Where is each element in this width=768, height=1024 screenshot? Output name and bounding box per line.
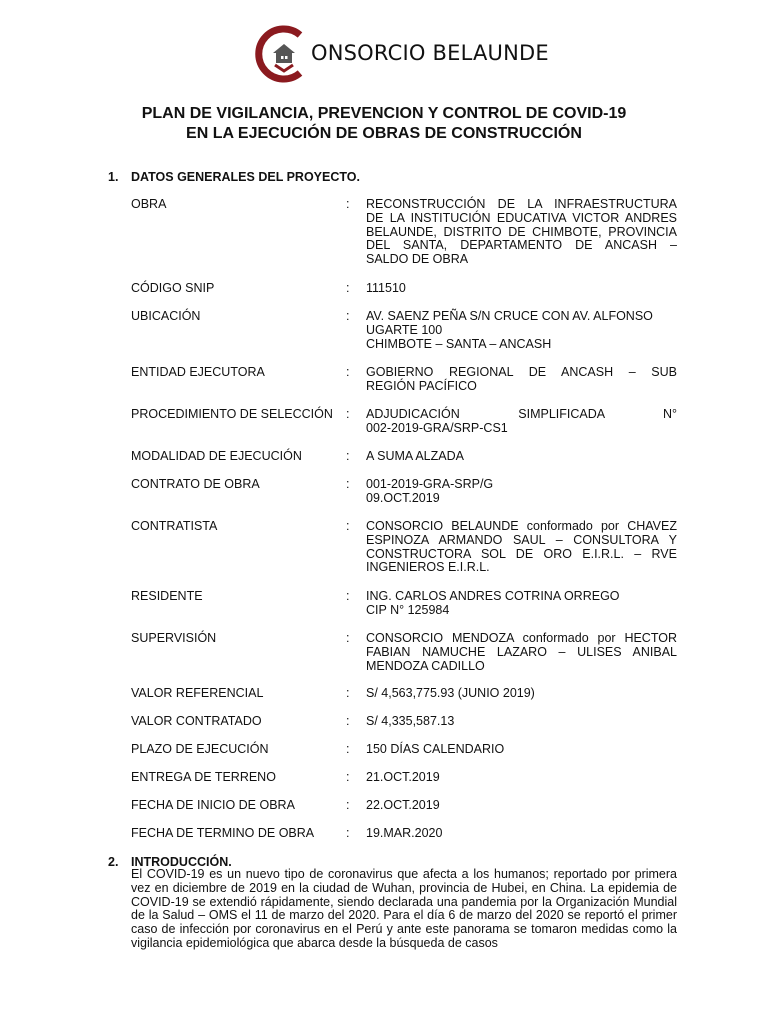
row-value-line: 19.MAR.2020 bbox=[366, 826, 443, 840]
row-label: MODALIDAD DE EJECUCIÓN bbox=[131, 449, 302, 463]
row-value-line: 21.OCT.2019 bbox=[366, 770, 440, 784]
row-value-line: 002-2019-GRA/SRP-CS1 bbox=[366, 420, 508, 435]
row-value bbox=[366, 632, 677, 673]
row-label: FECHA DE TERMINO DE OBRA bbox=[131, 826, 315, 840]
row-value-line: A SUMA ALZADA bbox=[366, 449, 464, 463]
row-value-line: DEL SANTA, DEPARTAMENTO DE ANCASH – bbox=[366, 238, 677, 253]
row-value-line: INGENIEROS E.I.R.L. bbox=[366, 560, 490, 575]
row-colon: : bbox=[346, 197, 350, 211]
row-value bbox=[366, 771, 677, 785]
row-colon: : bbox=[346, 519, 350, 533]
row-value bbox=[366, 450, 677, 464]
row-colon: : bbox=[346, 477, 350, 491]
row-value bbox=[366, 687, 677, 701]
row-value-line: SALDO DE OBRA bbox=[366, 252, 469, 267]
row-value bbox=[366, 799, 677, 813]
row-colon: : bbox=[346, 589, 350, 603]
row-value-line: GOBIERNO REGIONAL DE ANCASH – SUB bbox=[366, 365, 677, 379]
row-value-line: AV. SAENZ PEÑA S/N CRUCE CON AV. ALFONSO bbox=[366, 309, 653, 323]
row-value bbox=[366, 366, 677, 394]
row-value bbox=[366, 408, 677, 436]
row-value-line: CIP N° 125984 bbox=[366, 602, 450, 617]
row-value-line: DE LA INSTITUCIÓN EDUCATIVA VICTOR ANDRES bbox=[366, 210, 677, 225]
row-value-line: S/ 4,335,587.13 bbox=[366, 714, 455, 728]
row-value-line: ING. CARLOS ANDRES COTRINA ORREGO bbox=[366, 589, 620, 603]
row-value bbox=[366, 520, 677, 575]
row-label: CONTRATO DE OBRA bbox=[131, 477, 260, 491]
row-value bbox=[366, 282, 677, 296]
section-1-number: 1. bbox=[108, 170, 119, 184]
row-value-line: RECONSTRUCCIÓN DE LA INFRAESTRUCTURA bbox=[366, 197, 677, 211]
row-label: UBICACIÓN bbox=[131, 309, 201, 323]
row-value-line: ESPINOZA ARMANDO SAUL – CONSULTORA Y bbox=[366, 532, 677, 547]
row-colon: : bbox=[346, 770, 350, 784]
row-value-line: CONSORCIO MENDOZA conformado por HECTOR bbox=[366, 631, 677, 645]
row-colon: : bbox=[346, 281, 350, 295]
row-colon: : bbox=[346, 742, 350, 756]
row-label: FECHA DE INICIO DE OBRA bbox=[131, 798, 295, 812]
row-label: VALOR CONTRATADO bbox=[131, 714, 262, 728]
row-value bbox=[366, 743, 677, 757]
row-colon: : bbox=[346, 449, 350, 463]
row-colon: : bbox=[346, 365, 350, 379]
row-label: ENTREGA DE TERRENO bbox=[131, 770, 276, 784]
row-colon: : bbox=[346, 826, 350, 840]
row-value-line: FABIAN NAMUCHE LAZARO – ULISES ANIBAL bbox=[366, 644, 677, 659]
row-label: SUPERVISIÓN bbox=[131, 631, 217, 645]
row-value bbox=[366, 478, 677, 506]
row-colon: : bbox=[346, 631, 350, 645]
consorcio-logo-icon bbox=[253, 22, 311, 86]
row-value bbox=[366, 715, 677, 729]
logo-text: ONSORCIO BELAUNDE bbox=[311, 41, 549, 65]
row-label: PLAZO DE EJECUCIÓN bbox=[131, 742, 269, 756]
row-value-line: S/ 4,563,775.93 (JUNIO 2019) bbox=[366, 686, 535, 700]
title-line-2: EN LA EJECUCIÓN DE OBRAS DE CONSTRUCCIÓN bbox=[186, 125, 582, 142]
document-title bbox=[0, 104, 768, 144]
row-colon: : bbox=[346, 407, 350, 421]
row-value-line: REGIÓN PACÍFICO bbox=[366, 378, 477, 393]
row-label: CÓDIGO SNIP bbox=[131, 281, 215, 295]
introduction-paragraph: El COVID-19 es un nuevo tipo de coronavirus que afecta a los humanos; reportado por primera vez en diciembre de 2019 en la ciudad de Wuhan, provincia de Hubei, en China. La epidemia de COVID-19 se extendió rápidamente, siendo declarada una pandemia por la Organización Mundial de la Salud – OMS el 11 de marzo del 2020. Para el día 6 de marzo del 2020 se reportó el primer caso de infección por coronavirus en el Perú y ante este panorama se tomaron medidas como la vigilancia epidemiológica que abarca desde la búsqueda de casos bbox=[131, 867, 677, 950]
row-colon: : bbox=[346, 686, 350, 700]
row-value-line: MENDOZA CADILLO bbox=[366, 658, 485, 673]
row-label: RESIDENTE bbox=[131, 589, 203, 603]
row-label: ENTIDAD EJECUTORA bbox=[131, 365, 265, 379]
row-value bbox=[366, 590, 677, 618]
row-label: CONTRATISTA bbox=[131, 519, 218, 533]
company-logo bbox=[253, 22, 553, 86]
row-label: VALOR REFERENCIAL bbox=[131, 686, 264, 700]
row-value-line: BELAUNDE, DISTRITO DE CHIMBOTE, PROVINCIA bbox=[366, 224, 677, 239]
row-value bbox=[366, 198, 677, 267]
row-value-line: 111510 bbox=[366, 281, 406, 295]
row-label: OBRA bbox=[131, 197, 167, 211]
row-value-line: 22.OCT.2019 bbox=[366, 798, 440, 812]
row-value bbox=[366, 310, 677, 351]
row-value-line: 150 DÍAS CALENDARIO bbox=[366, 742, 505, 756]
section-2-number: 2. bbox=[108, 855, 119, 869]
row-value-line: CONSTRUCTORA SOL DE ORO E.I.R.L. – RVE bbox=[366, 546, 677, 561]
section-2-heading: INTRODUCCIÓN. bbox=[131, 855, 232, 869]
row-value-line: 001-2019-GRA-SRP/G bbox=[366, 477, 494, 491]
row-value-line: UGARTE 100 bbox=[366, 322, 443, 337]
row-colon: : bbox=[346, 714, 350, 728]
row-value-line: 09.OCT.2019 bbox=[366, 490, 440, 505]
row-label: PROCEDIMIENTO DE SELECCIÓN bbox=[131, 407, 333, 421]
row-value bbox=[366, 827, 677, 841]
row-value-line: CHIMBOTE – SANTA – ANCASH bbox=[366, 336, 552, 351]
row-value-line: CONSORCIO BELAUNDE conformado por CHAVEZ bbox=[366, 519, 677, 533]
section-1-heading: DATOS GENERALES DEL PROYECTO. bbox=[131, 170, 360, 184]
row-colon: : bbox=[346, 309, 350, 323]
row-value-line: ADJUDICACIÓN SIMPLIFICADA N° bbox=[366, 407, 677, 421]
title-line-1: PLAN DE VIGILANCIA, PREVENCION Y CONTROL DE COVID-19 bbox=[141, 105, 627, 122]
row-colon: : bbox=[346, 798, 350, 812]
